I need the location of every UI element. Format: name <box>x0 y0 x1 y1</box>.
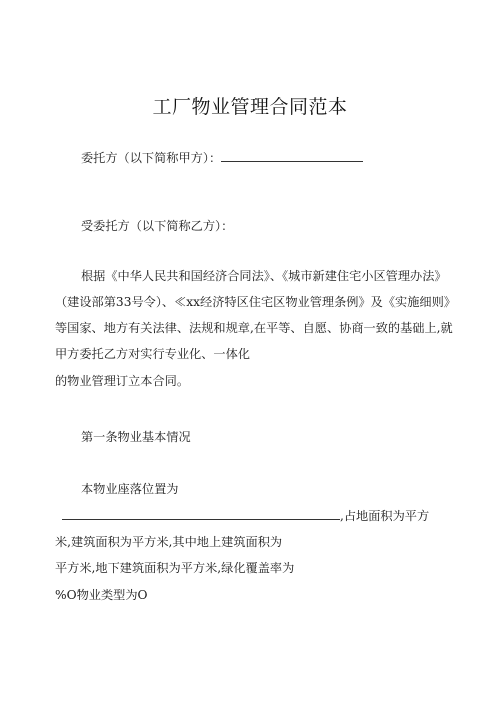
para1-line4: 甲方委托乙方对实行专业化、一体化 <box>55 347 250 361</box>
para1-line3: 等国家、地方有关法律、法规和规章,在平等、自愿、协商一致的基础上,就 <box>55 321 453 335</box>
area-line3: 平方米,地下建筑面积为平方米,绿化覆盖率为 <box>55 561 295 575</box>
party-a-blank <box>221 152 363 162</box>
area-line2: 米,建筑面积为平方米,其中地上建筑面积为 <box>55 535 283 549</box>
area-line4: %O物业类型为O <box>55 588 148 602</box>
area-line1-tail: ,占地面积为平方 <box>340 509 430 523</box>
party-b-label: 受委托方（以下简称乙方）： <box>81 219 234 233</box>
location-blank <box>62 510 340 520</box>
page-title: 工厂物业管理合同范本 <box>152 96 348 118</box>
party-a-label: 委托方（以下简称甲方）： <box>81 151 222 165</box>
para1-line1: 根据《中华人民共和国经济合同法》、《城市新建住宅小区管理办法》 <box>81 269 447 283</box>
location-intro: 本物业座落位置为 <box>81 482 179 496</box>
para1-line2: （建设部第33号令）、≪xx经济特区住宅区物业管理条例》及《实施细则》 <box>55 295 456 309</box>
para1-line5: 的物业管理订立本合同。 <box>55 374 190 388</box>
party-a-row <box>81 152 363 164</box>
article1-heading: 第一条物业基本情况 <box>81 430 191 444</box>
location-row <box>62 510 429 522</box>
